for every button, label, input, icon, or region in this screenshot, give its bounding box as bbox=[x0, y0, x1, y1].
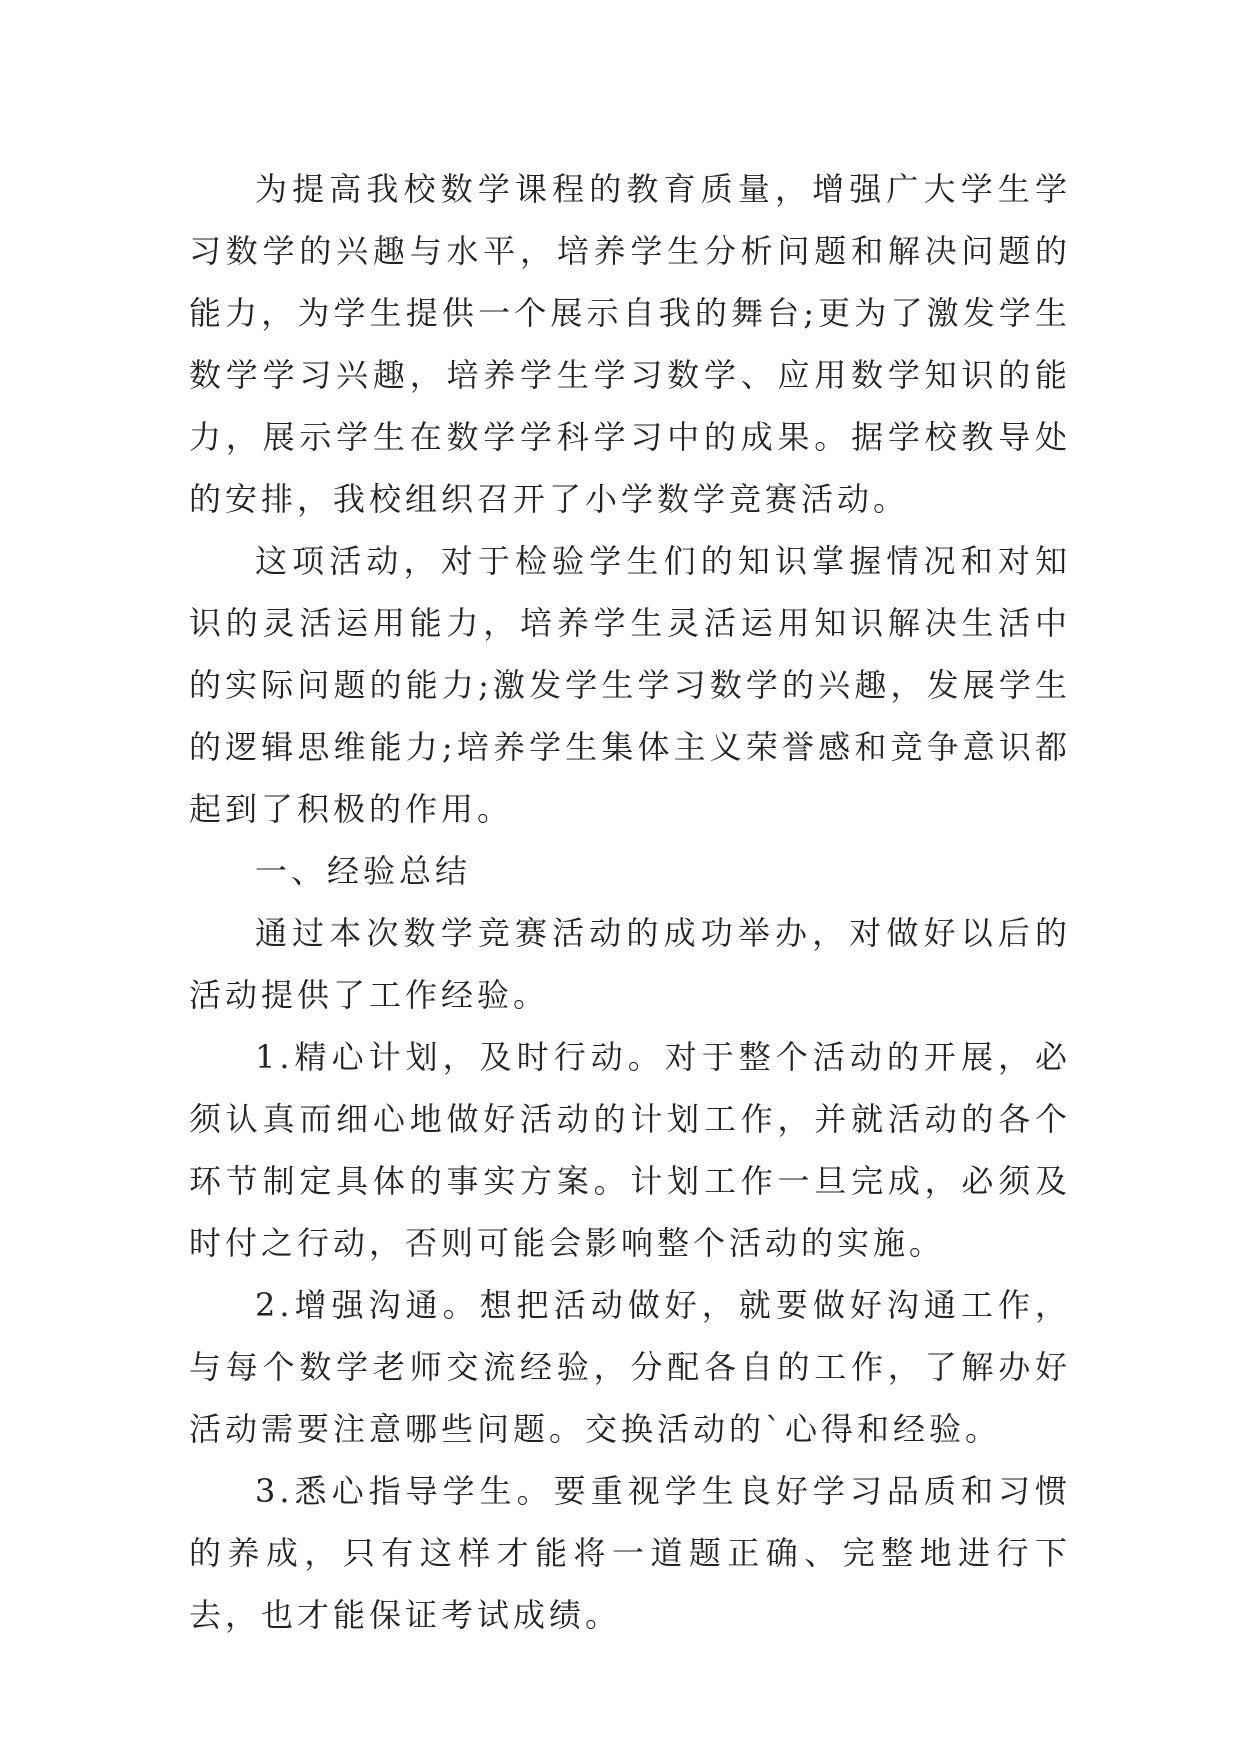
document-body bbox=[189, 158, 1071, 1646]
paragraph-experience-intro: 通过本次数学竞赛活动的成功举办，对做好以后的活动提供了工作经验。 bbox=[189, 914, 1071, 1014]
paragraph-intro: 为提高我校数学课程的教育质量，增强广大学生学习数学的兴趣与水平，培养学生分析问题和解决问题的能力，为学生提供一个展示自我的舞台;更为了激发学生数学学习兴趣，培养学生学习数学、应用数学知识的能力，展示学生在数学学科学习中的成果。据学校教导处的安排，我校组织召开了小学数学竞赛活动。 bbox=[189, 170, 1071, 518]
list-item-strengthen-communication: 2.增强沟通。想把活动做好，就要做好沟通工作，与每个数学老师交流经验，分配各自的工作，了解办好活动需要注意哪些问题。交换活动的`心得和经验。 bbox=[189, 1286, 1071, 1448]
list-item-careful-planning: 1.精心计划，及时行动。对于整个活动的开展，必须认真而细心地做好活动的计划工作，并就活动的各个环节制定具体的事实方案。计划工作一旦完成，必须及时付之行动，否则可能会影响整个活动的实施。 bbox=[189, 1038, 1071, 1262]
section-heading-experience-summary: 一、经验总结 bbox=[255, 852, 472, 890]
paragraph-significance: 这项活动，对于检验学生们的知识掌握情况和对知识的灵活运用能力，培养学生灵活运用知识解决生活中的实际问题的能力;激发学生学习数学的兴趣，发展学生的逻辑思维能力;培养学生集体主义荣誉感和竞争意识都起到了积极的作用。 bbox=[189, 542, 1071, 828]
list-item-guide-students: 3.悉心指导学生。要重视学生良好学习品质和习惯的养成，只有这样才能将一道题正确、完整地进行下去，也才能保证考试成绩。 bbox=[189, 1472, 1071, 1634]
